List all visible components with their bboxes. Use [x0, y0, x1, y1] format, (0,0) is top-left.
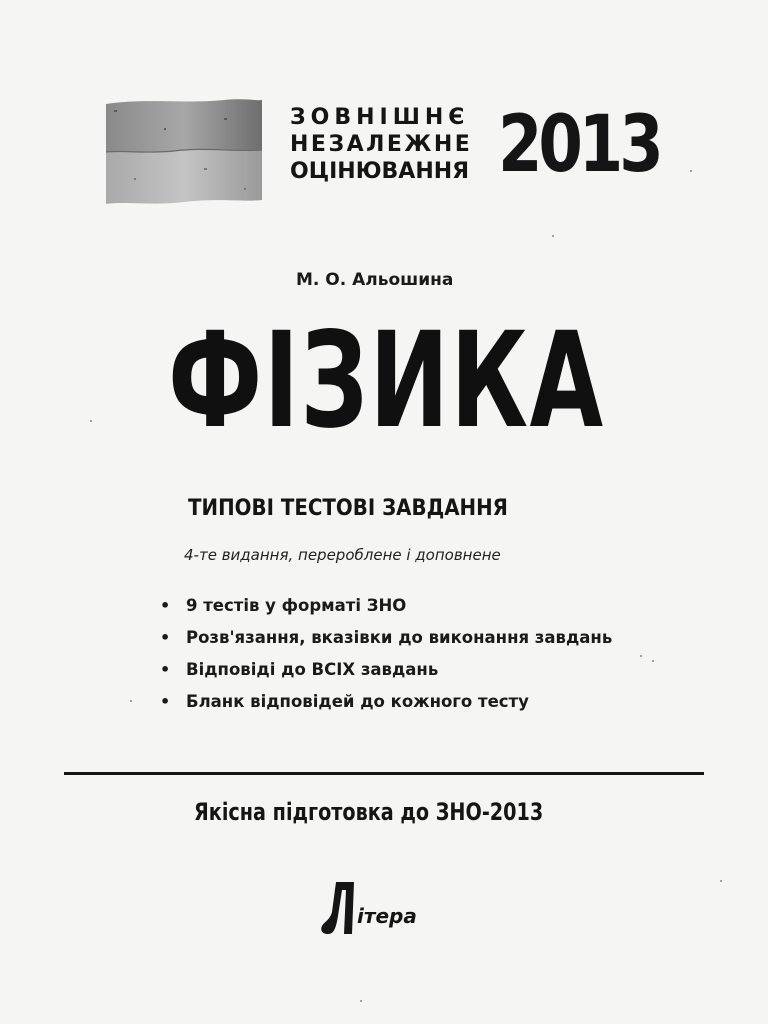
ukraine-flag-icon [104, 98, 264, 206]
zno-line-3: ОЦІНЮВАННЯ [290, 159, 470, 184]
scan-speck [90, 420, 92, 422]
zno-line-1: ЗОВНІШНЄ [290, 105, 470, 130]
publisher-name: ітера [357, 904, 417, 928]
feature-list [160, 590, 612, 718]
scan-speck [130, 700, 132, 702]
tagline: Якісна підготовка до ЗНО-2013 [194, 798, 544, 826]
subject-title: ФІЗИКА [168, 304, 605, 458]
scan-speck [720, 880, 722, 882]
feature-text: 9 тестів у форматі ЗНО [186, 596, 407, 615]
scan-speck [652, 660, 654, 662]
feature-item [160, 686, 612, 718]
bullet-icon: • [160, 628, 171, 647]
feature-text: Відповіді до ВСІХ завдань [186, 660, 439, 679]
year: 2013 [498, 100, 660, 190]
scan-speck [360, 1000, 362, 1002]
bullet-icon: • [160, 692, 171, 711]
feature-item [160, 590, 612, 622]
zno-title [290, 104, 480, 185]
author: М. О. Альошина [296, 270, 454, 290]
feature-text: Бланк відповідей до кожного тесту [186, 692, 529, 711]
feature-text: Розв'язання, вказівки до виконання завдань [186, 628, 613, 647]
bullet-icon: • [160, 660, 171, 679]
scan-speck [640, 655, 642, 657]
bullet-icon: • [160, 596, 171, 615]
edition-note: 4-те видання, перероблене і доповнене [184, 546, 501, 564]
subtitle: ТИПОВІ ТЕСТОВІ ЗАВДАННЯ [188, 496, 508, 521]
zno-line-2: НЕЗАЛЕЖНЕ [290, 132, 473, 157]
feature-item [160, 622, 612, 654]
feature-item [160, 654, 612, 686]
scan-speck [552, 235, 554, 237]
divider-rule [64, 772, 704, 775]
scan-speck [690, 170, 692, 172]
